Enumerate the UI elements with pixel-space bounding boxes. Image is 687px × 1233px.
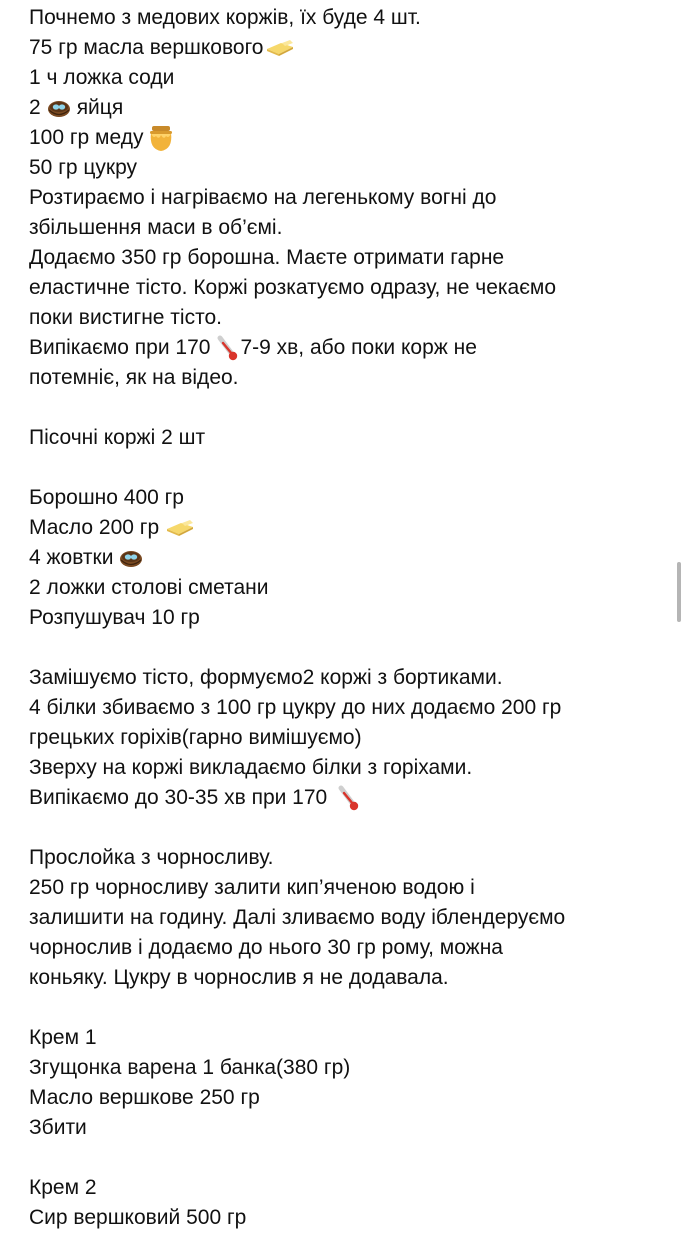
section-heading: Крем 1: [29, 1026, 97, 1049]
instruction-text: чорнослив і додаємо до нього 30 гр рому, можна: [29, 936, 503, 959]
ingredient-cream-cheese: Сир вершковий 500 гр: [29, 1206, 247, 1229]
instruction-text: 7-9 хв, або поки корж не: [240, 336, 477, 359]
egg-nest-icon: [119, 547, 143, 569]
instruction-text: Збити: [29, 1116, 87, 1139]
instruction-text: поки вистигне тісто.: [29, 306, 222, 329]
blank-line: [29, 813, 669, 843]
ingredient-flour: Борошно 400 гр: [29, 486, 184, 509]
thermometer-icon: [335, 784, 361, 812]
section-heading: Крем 2: [29, 1176, 97, 1199]
blank-line: [29, 1143, 669, 1173]
text-line: [29, 483, 669, 513]
text-line: [29, 1113, 669, 1143]
text-line: [29, 1053, 669, 1083]
ingredient-sour-cream: 2 ложки столові сметани: [29, 576, 269, 599]
section-heading: Прослойка з чорносливу.: [29, 846, 274, 869]
text-line: [29, 33, 669, 63]
text-line: [29, 783, 669, 813]
text-line: [29, 333, 669, 363]
ingredient-yolks: 4 жовтки: [29, 546, 114, 569]
text-line: [29, 1173, 669, 1203]
blank-line: [29, 993, 669, 1023]
ingredient-baking-powder: Розпушувач 10 гр: [29, 606, 200, 629]
instruction-text: потемніє, як на відео.: [29, 366, 239, 389]
blank-line: [29, 453, 669, 483]
ingredient-condensed-milk: Згущонка варена 1 банка(380 гр): [29, 1056, 351, 1079]
text-line: [29, 543, 669, 573]
text-line: [29, 753, 669, 783]
ingredient-soda: 1 ч ложка соди: [29, 66, 175, 89]
instruction-text: Розтираємо і нагріваємо на легенькому вогні до: [29, 186, 497, 209]
instruction-text: Замішуємо тісто, формуємо2 коржі з бортиками.: [29, 666, 503, 689]
text-line: [29, 303, 669, 333]
text-line: [29, 693, 669, 723]
instruction-text: еластичне тісто. Коржі розкатуємо одразу, не чекаємо: [29, 276, 557, 299]
ingredient-eggs-label: яйця: [76, 96, 124, 119]
note-body: [29, 0, 669, 1233]
instruction-text: Зверху на коржі викладаємо білки з горіхами.: [29, 756, 473, 779]
text-line: [29, 183, 669, 213]
instruction-text: коньяку. Цукру в чорнослив я не додавала.: [29, 966, 449, 989]
text-line: [29, 123, 669, 153]
section-heading: Пісочні коржі 2 шт: [29, 426, 206, 449]
text-line: [29, 213, 669, 243]
instruction-text: залишити на годину. Далі зливаємо воду іблендеруємо: [29, 906, 566, 929]
text-line: [29, 93, 669, 123]
instruction-text: 250 гр чорносливу залити кип’яченою водою і: [29, 876, 475, 899]
ingredient-honey: 100 гр меду: [29, 126, 144, 149]
text-line: [29, 273, 669, 303]
instruction-text: збільшення маси в об’ємі.: [29, 216, 283, 239]
text-line: [29, 903, 669, 933]
ingredient-butter: Масло вершкове 250 гр: [29, 1086, 260, 1109]
recipe-intro: Почнемо з медових коржів, їх буде 4 шт.: [29, 6, 421, 29]
text-line: [29, 933, 669, 963]
text-line: [29, 513, 669, 543]
ingredient-butter: 75 гр масла вершкового: [29, 36, 264, 59]
text-line: [29, 603, 669, 633]
text-line: [29, 1083, 669, 1113]
text-line: [29, 873, 669, 903]
ingredient-butter: Масло 200 гр: [29, 516, 160, 539]
text-line: [29, 663, 669, 693]
ingredient-sugar: 50 гр цукру: [29, 156, 138, 179]
ingredient-eggs-count: 2: [29, 96, 41, 119]
text-line: [29, 1023, 669, 1053]
text-line: [29, 723, 669, 753]
butter-icon: [265, 39, 295, 57]
text-line: [29, 243, 669, 273]
honey-pot-icon: [147, 123, 175, 153]
egg-nest-icon: [47, 97, 71, 119]
text-line: [29, 423, 669, 453]
instruction-text: Додаємо 350 гр борошна. Маєте отримати гарне: [29, 246, 505, 269]
blank-line: [29, 393, 669, 423]
text-line: [29, 3, 669, 33]
text-line: [29, 63, 669, 93]
text-line: [29, 963, 669, 993]
instruction-text: 4 білки збиваємо з 100 гр цукру до них додаємо 200 гр: [29, 696, 562, 719]
instruction-text: грецьких горіхів(гарно вимішуємо): [29, 726, 362, 749]
instruction-text: Випікаємо при 170: [29, 336, 211, 359]
text-line: [29, 843, 669, 873]
text-line: [29, 363, 669, 393]
blank-line: [29, 633, 669, 663]
thermometer-icon: [214, 334, 240, 362]
scrollbar-thumb[interactable]: [677, 562, 681, 622]
instruction-text: Випікаємо до 30-35 хв при 170: [29, 786, 328, 809]
text-line: [29, 1203, 669, 1233]
butter-icon: [165, 519, 195, 537]
text-line: [29, 153, 669, 183]
text-line: [29, 573, 669, 603]
